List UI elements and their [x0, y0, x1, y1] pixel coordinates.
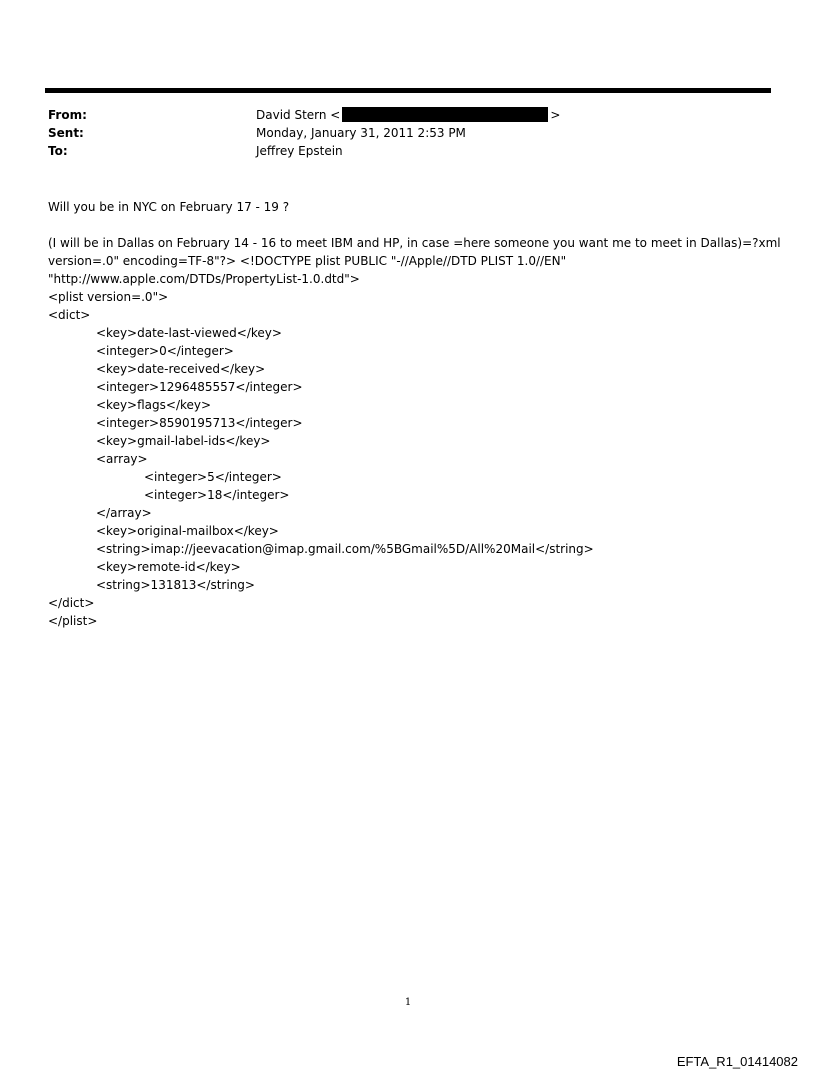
redacted-email-block — [342, 107, 548, 122]
body-line: </dict> — [48, 596, 95, 610]
body-line: <string>imap://jeevacation@imap.gmail.com/%5BGmail%5D/All%20Mail</string> — [96, 542, 594, 556]
to-label: To: — [48, 144, 68, 158]
sent-row — [48, 124, 768, 142]
body-line: </plist> — [48, 614, 98, 628]
body-line: <integer>18</integer> — [144, 488, 290, 502]
from-row — [48, 106, 768, 124]
email-header — [48, 106, 768, 160]
body-question: Will you be in NYC on February 17 - 19 ? — [48, 200, 290, 214]
body-lines — [48, 234, 781, 630]
body-line: <key>remote-id</key> — [96, 560, 241, 574]
body-line: <plist version=.0"> — [48, 290, 169, 304]
body-line: <integer>0</integer> — [96, 344, 234, 358]
body-line: version=.0" encoding=TF-8"?> <!DOCTYPE plist PUBLIC "-//Apple//DTD PLIST 1.0//EN" — [48, 254, 567, 268]
body-line: <key>date-last-viewed</key> — [96, 326, 282, 340]
body-line: "http://www.apple.com/DTDs/PropertyList-1.0.dtd"> — [48, 272, 360, 286]
header-rule — [45, 88, 771, 93]
document-id: EFTA_R1_01414082 — [676, 1054, 798, 1069]
from-suffix: > — [550, 108, 561, 122]
body-line: <string>131813</string> — [96, 578, 255, 592]
body-line: (I will be in Dallas on February 14 - 16 to meet IBM and HP, in case =here someone you want me to meet in Dallas)=?xml — [48, 236, 781, 250]
body-line: <key>original-mailbox</key> — [96, 524, 279, 538]
body-line: <array> — [96, 452, 148, 466]
sent-label: Sent: — [48, 126, 84, 140]
email-body — [48, 198, 781, 630]
from-label: From: — [48, 108, 87, 122]
body-line: <key>flags</key> — [96, 398, 212, 412]
sent-value: Monday, January 31, 2011 2:53 PM — [256, 126, 466, 140]
to-row — [48, 142, 768, 160]
body-line: <integer>5</integer> — [144, 470, 282, 484]
body-line: <key>date-received</key> — [96, 362, 266, 376]
page-number: 1 — [404, 997, 412, 1008]
from-value — [256, 106, 560, 124]
body-line: </array> — [96, 506, 152, 520]
body-line: <integer>8590195713</integer> — [96, 416, 303, 430]
body-line: <key>gmail-label-ids</key> — [96, 434, 271, 448]
body-line: <dict> — [48, 308, 91, 322]
to-value: Jeffrey Epstein — [256, 144, 343, 158]
body-line: <integer>1296485557</integer> — [96, 380, 303, 394]
from-name: David Stern < — [256, 108, 341, 122]
